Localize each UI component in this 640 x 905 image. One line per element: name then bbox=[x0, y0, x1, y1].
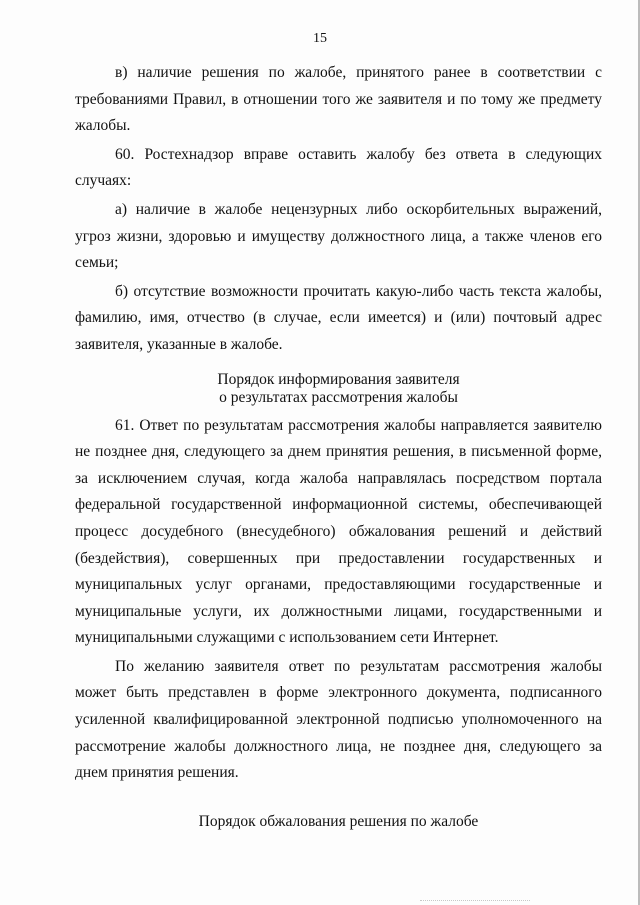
document-body bbox=[75, 60, 602, 835]
paragraph-electronic-answer: По желанию заявителя ответ по результатам рассмотрения жалобы может быть представлен в форме электронного документа, подписанного усиленной квалифицированной электронной подписью уполномоченного на рассмотрение жалобы должностного лица, не позднее дня, следующего за днем принятия решения. bbox=[75, 657, 602, 782]
scan-artifact bbox=[420, 900, 530, 902]
paragraph-item-a: а) наличие в жалобе нецензурных либо оскорбительных выражений, угроз жизни, здоровью и имуществу должностного лица, а также членов его семьи; bbox=[75, 200, 602, 272]
paragraph-item-v: в) наличие решения по жалобе, принятого ранее в соответствии с требованиями Правил, в отношении того же заявителя и по тому же предмету жалобы. bbox=[75, 64, 602, 135]
paragraph-item-b: б) отсутствие возможности прочитать какую-либо часть текста жалобы, фамилию, имя, отчество (в случае, если имеется) и (или) почтовый адрес заявителя, указанные в жалобе. bbox=[75, 282, 602, 353]
section-heading-appeal: Порядок обжалования решения по жалобе bbox=[198, 812, 479, 830]
section-heading-informing bbox=[75, 371, 602, 407]
section-heading-line-1: Порядок информирования заявителя bbox=[217, 370, 460, 388]
paragraph-60: 60. Ростехнадзор вправе оставить жалобу без ответа в следующих случаях: bbox=[75, 145, 602, 190]
section-heading-line-2: о результатах рассмотрения жалобы bbox=[219, 388, 458, 406]
page-number: 15 bbox=[313, 31, 327, 46]
paragraph-61: 61. Ответ по результатам рассмотрения жалобы направляется заявителю не позднее дня, следующего за днем принятия решения, в письменной форме, за исключением случая, когда жалоба направлялась посредством портала федеральной государственной информационной системы, обеспечивающей процесс досудебного (внесудебного) обжалования решений и действий (бездействия), совершенных при предоставлении государственных и муниципальных услуг органами, предоставляющими государственные и муниципальные услуги, их должностными лицами, государственными и муниципальными служащими с использованием сети Интернет. bbox=[75, 416, 602, 647]
